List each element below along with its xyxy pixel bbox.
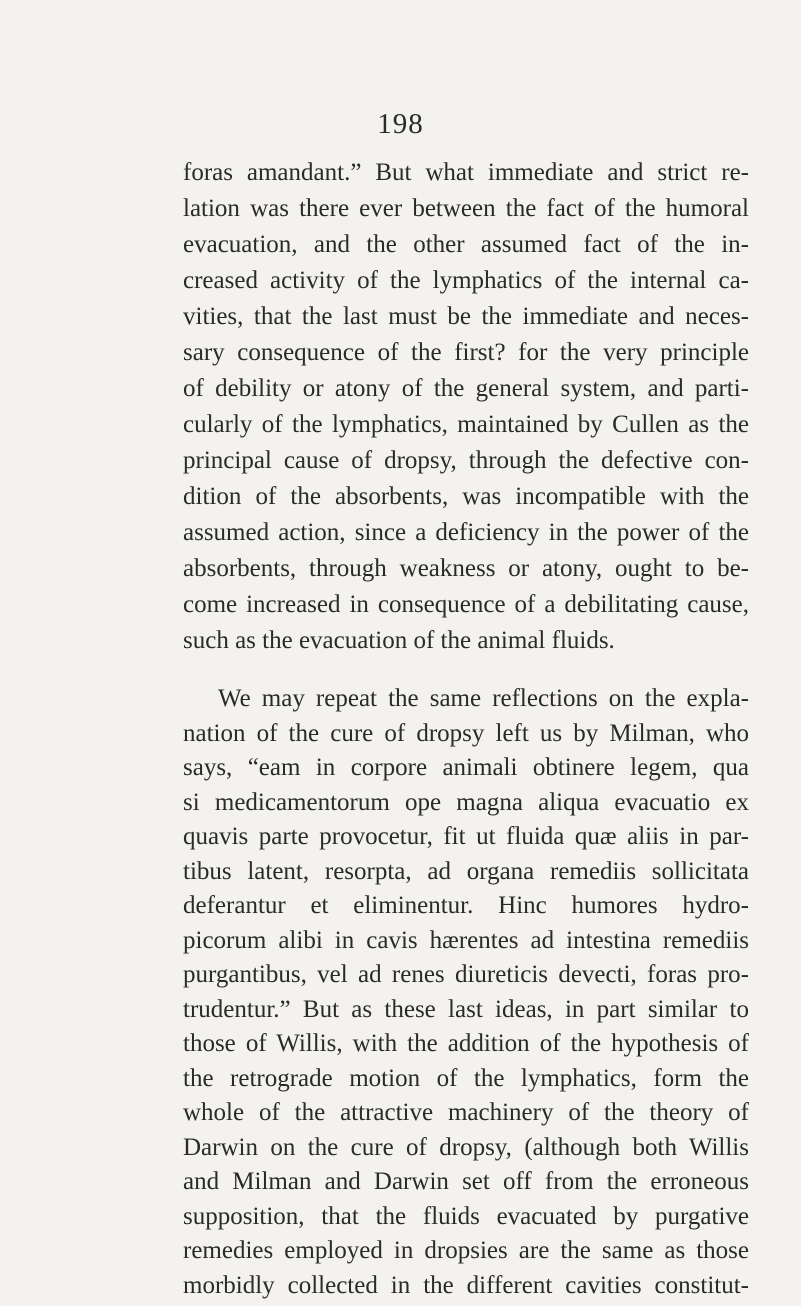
text-line: creased activity of the lymphatics of the internal ca- (183, 267, 749, 294)
text-line: si medicamentorum ope magna aliqua evacuatio ex (183, 788, 749, 816)
text-line: deferantur et eliminentur. Hinc humores hydro- (183, 892, 749, 919)
text-line: absorbents, through weakness or atony, ought to be- (183, 555, 749, 582)
text-line: dition of the absorbents, was incompatible with the (183, 483, 749, 510)
text-line: picorum alibi in cavis hærentes ad intestina remediis (183, 926, 749, 954)
text-line: foras amandant.” But what immediate and strict re- (183, 159, 749, 186)
text-line: evacuation, and the other assumed fact of the in- (183, 231, 749, 258)
text-line: vities, that the last must be the immediate and neces- (183, 303, 749, 330)
text-line: whole of the attractive machinery of the theory of (183, 1099, 749, 1126)
text-line: come increased in consequence of a debilitating cause, (183, 591, 749, 618)
text-line: trudentur.” But as these last ideas, in part similar to (183, 995, 749, 1023)
text-line: nation of the cure of dropsy left us by Milman, who (183, 719, 749, 747)
text-line: quavis parte provocetur, fit ut fluida quæ aliis in par- (183, 823, 749, 850)
text-line: those of Willis, with the addition of the hypothesis of (183, 1030, 749, 1057)
text-line: tibus latent, resorpta, ad organa remediis sollicitata (183, 857, 749, 885)
text-line: principal cause of dropsy, through the defective con- (183, 447, 749, 474)
text-line: of debility or atony of the general system, and parti- (183, 375, 749, 402)
text-line: sary consequence of the first? for the very principle (183, 339, 749, 366)
text-line: such as the evacuation of the animal fluids. (183, 627, 615, 654)
text-line: We may repeat the same reflections on the expla- (218, 685, 749, 712)
text-line: and Milman and Darwin set off from the erroneous (183, 1168, 749, 1195)
text-line: Darwin on the cure of dropsy, (although both Willis (183, 1133, 749, 1161)
text-line: cularly of the lymphatics, maintained by Cullen as the (183, 411, 749, 438)
text-line: lation was there ever between the fact of the humoral (183, 195, 749, 222)
text-line: the retrograde motion of the lymphatics, form the (183, 1064, 749, 1092)
text-line: assumed action, since a deficiency in the power of the (183, 519, 749, 546)
page-number: 198 (377, 108, 424, 140)
text-line: says, “eam in corpore animali obtinere legem, qua (183, 754, 749, 781)
text-line: morbidly collected in the different cavities constitut- (183, 1271, 749, 1299)
text-line: supposition, that the fluids evacuated by purgative (183, 1202, 749, 1230)
text-line: remedies employed in dropsies are the same as those (183, 1237, 749, 1264)
text-line: purgantibus, vel ad renes diureticis devecti, foras pro- (183, 961, 749, 988)
